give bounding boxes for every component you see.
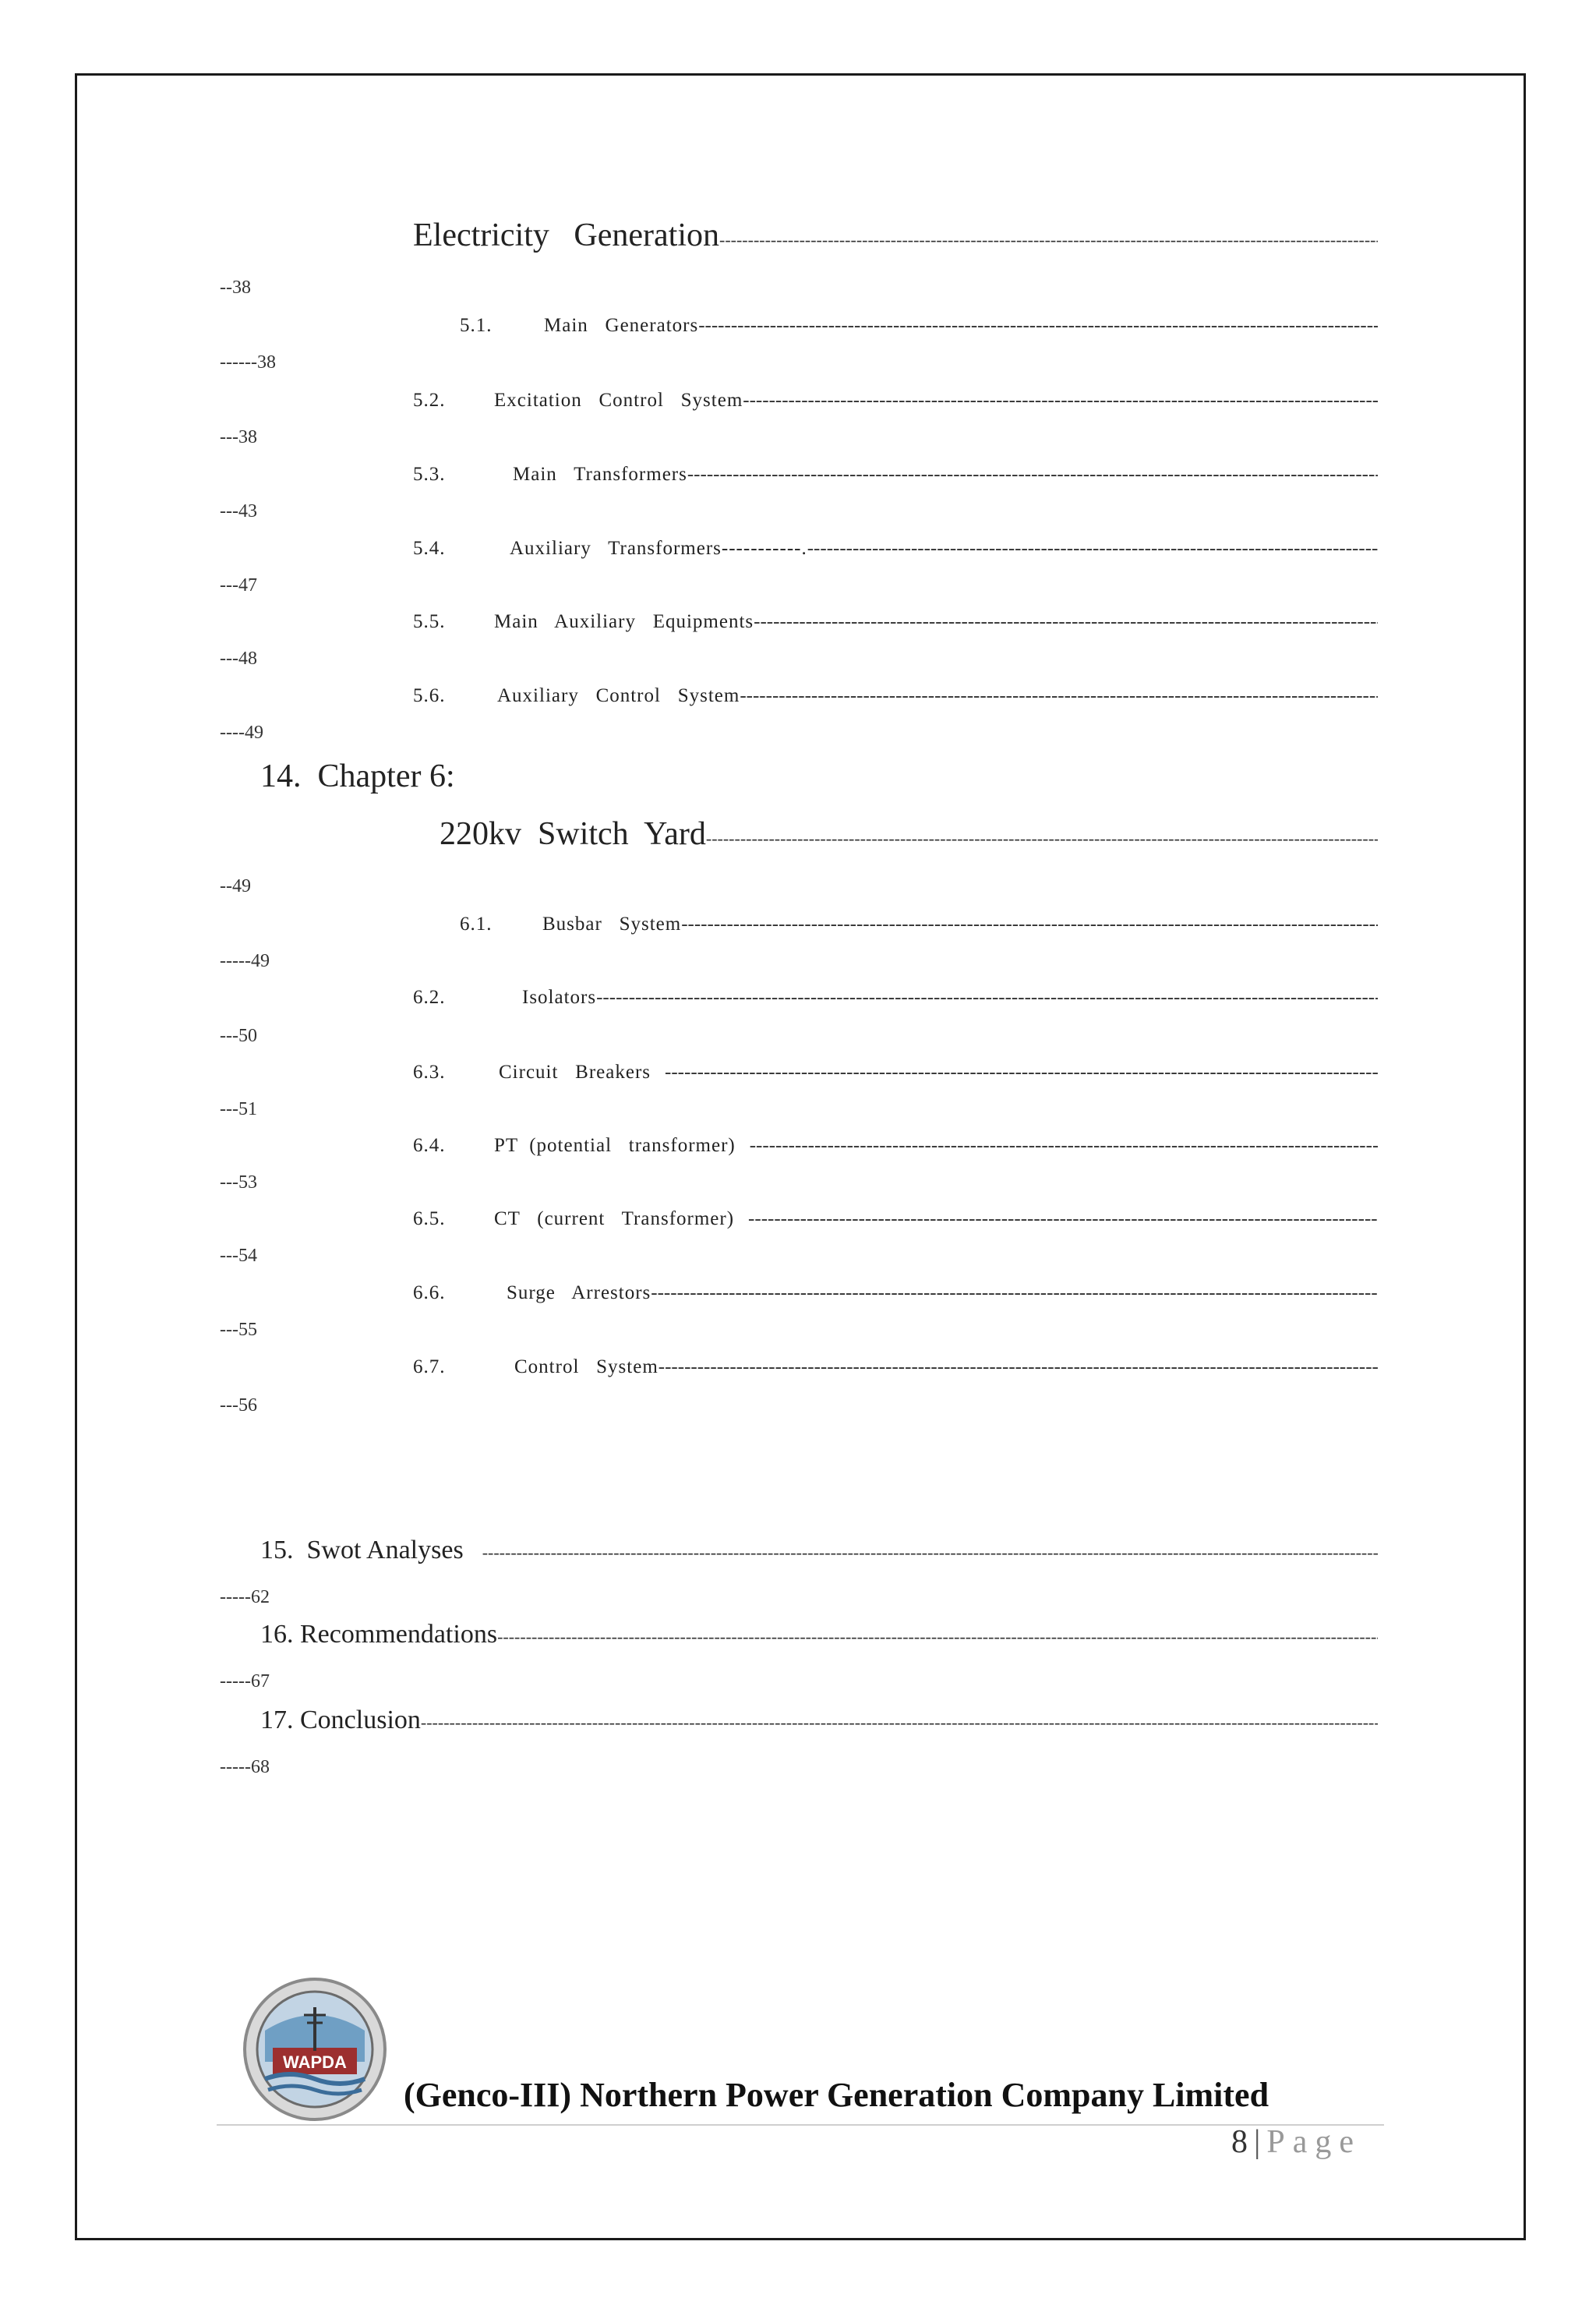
toc-item-title: Main Transformers — [513, 464, 687, 485]
toc-ch5-heading[interactable] — [413, 217, 1378, 254]
toc-item-number: 5.2. — [413, 390, 446, 411]
toc-leader — [482, 1543, 1378, 1563]
toc-leader — [743, 390, 1378, 412]
toc-item-number: 6.7. — [413, 1356, 446, 1377]
toc-chapter-6-label[interactable]: 14. Chapter 6: — [260, 758, 455, 794]
toc-leader — [807, 538, 1378, 560]
toc-leader — [687, 464, 1378, 486]
toc-item-6-7[interactable] — [413, 1356, 1378, 1378]
toc-item-page: -----67 — [220, 1671, 270, 1692]
toc-leader — [681, 914, 1378, 935]
toc-item-page: ---47 — [220, 575, 257, 596]
toc-item-5-2[interactable] — [413, 390, 1378, 412]
toc-item-page: ---51 — [220, 1099, 257, 1119]
toc-item-page: ---43 — [220, 501, 257, 521]
toc-item-title: Auxiliary Transformers-----------. — [510, 538, 807, 559]
toc-item-page: ---54 — [220, 1246, 257, 1266]
toc-item-number: 5.1. — [460, 315, 493, 336]
toc-item-number: 5.5. — [413, 611, 446, 632]
toc-item-title: 15. Swot Analyses — [260, 1536, 464, 1564]
toc-ch6-heading[interactable] — [440, 815, 1378, 853]
toc-ch6-heading-title: 220kv Switch Yard — [440, 816, 706, 852]
toc-item-page: ---53 — [220, 1172, 257, 1193]
toc-leader — [740, 685, 1378, 707]
toc-item-6-6[interactable] — [413, 1282, 1378, 1304]
page-label: Page — [1266, 2124, 1362, 2160]
toc-leader — [748, 1208, 1378, 1230]
toc-item-6-2[interactable] — [413, 987, 1378, 1009]
footer-page-number — [1231, 2123, 1361, 2161]
toc-item-page: -----68 — [220, 1757, 270, 1777]
toc-leader — [596, 987, 1378, 1009]
toc-item-page: ---50 — [220, 1026, 257, 1046]
toc-item-page: ------38 — [220, 352, 276, 373]
toc-item-5-3[interactable] — [413, 464, 1378, 486]
toc-leader — [659, 1356, 1378, 1378]
toc-leader — [651, 1282, 1378, 1304]
toc-item-page: ----49 — [220, 723, 263, 743]
toc-ch5-heading-page: --38 — [220, 278, 251, 298]
toc-item-title: 17. Conclusion — [260, 1706, 421, 1734]
toc-item-number: 6.6. — [413, 1282, 446, 1303]
toc-item-number: 6.5. — [413, 1208, 446, 1229]
toc-item-page: -----62 — [220, 1587, 270, 1607]
toc-item-15[interactable] — [260, 1536, 1378, 1565]
toc-item-title: PT (potential transformer) — [494, 1135, 736, 1156]
toc-item-title: Circuit Breakers — [499, 1062, 651, 1083]
toc-item-6-3[interactable] — [413, 1062, 1378, 1084]
footer-divider — [217, 2124, 1384, 2126]
toc-leader — [706, 829, 1378, 849]
toc-item-page: ---56 — [220, 1395, 257, 1416]
toc-item-title: Main Auxiliary Equipments — [494, 611, 754, 632]
toc-item-number: 6.3. — [413, 1062, 446, 1083]
company-seal-logo-icon — [242, 1976, 388, 2123]
toc-item-title: CT (current Transformer) — [494, 1208, 735, 1229]
toc-item-page: ---48 — [220, 649, 257, 669]
toc-item-number: 5.4. — [413, 538, 446, 559]
toc-item-number: 6.1. — [460, 914, 493, 935]
toc-item-5-4[interactable] — [413, 538, 1378, 560]
toc-item-5-5[interactable] — [413, 611, 1378, 633]
toc-item-5-6[interactable] — [413, 685, 1378, 707]
toc-item-title: 16. Recommendations — [260, 1620, 498, 1649]
toc-leader — [421, 1713, 1378, 1733]
toc-item-page: ---55 — [220, 1320, 257, 1340]
toc-item-title: Isolators — [522, 987, 597, 1008]
toc-item-title: Surge Arrestors — [507, 1282, 651, 1303]
toc-ch6-heading-page: --49 — [220, 876, 251, 896]
toc-item-number: 5.6. — [413, 685, 446, 706]
toc-item-title: Control System — [514, 1356, 659, 1377]
toc-item-6-4[interactable] — [413, 1135, 1378, 1157]
toc-leader — [665, 1062, 1378, 1084]
toc-ch5-heading-title: Electricity Generation — [413, 217, 719, 253]
toc-item-title: Main Generators — [544, 315, 699, 336]
toc-leader — [750, 1135, 1378, 1157]
toc-item-6-1[interactable] — [460, 914, 1378, 935]
toc-item-title: Excitation Control System — [494, 390, 743, 411]
toc-leader — [497, 1627, 1378, 1647]
toc-item-title: Auxiliary Control System — [497, 685, 740, 706]
toc-leader — [754, 611, 1378, 633]
toc-item-17[interactable] — [260, 1706, 1378, 1735]
footer-company-name: (Genco-III) Northern Power Generation Company Limited — [404, 2076, 1269, 2114]
svg-text:WAPDA: WAPDA — [283, 2052, 347, 2072]
toc-item-page: ---38 — [220, 427, 257, 447]
toc-item-6-5[interactable] — [413, 1208, 1378, 1230]
toc-item-number: 5.3. — [413, 464, 446, 485]
toc-item-number: 6.2. — [413, 987, 446, 1008]
toc-item-16[interactable] — [260, 1620, 1378, 1649]
toc-item-page: -----49 — [220, 951, 270, 971]
toc-item-5-1[interactable] — [460, 315, 1378, 337]
page-number-value: 8 — [1231, 2124, 1248, 2160]
page-number-separator: | — [1254, 2124, 1261, 2160]
toc-item-number: 6.4. — [413, 1135, 446, 1156]
toc-item-title: Busbar System — [542, 914, 682, 935]
toc-leader — [698, 315, 1378, 337]
toc-leader — [719, 230, 1378, 250]
